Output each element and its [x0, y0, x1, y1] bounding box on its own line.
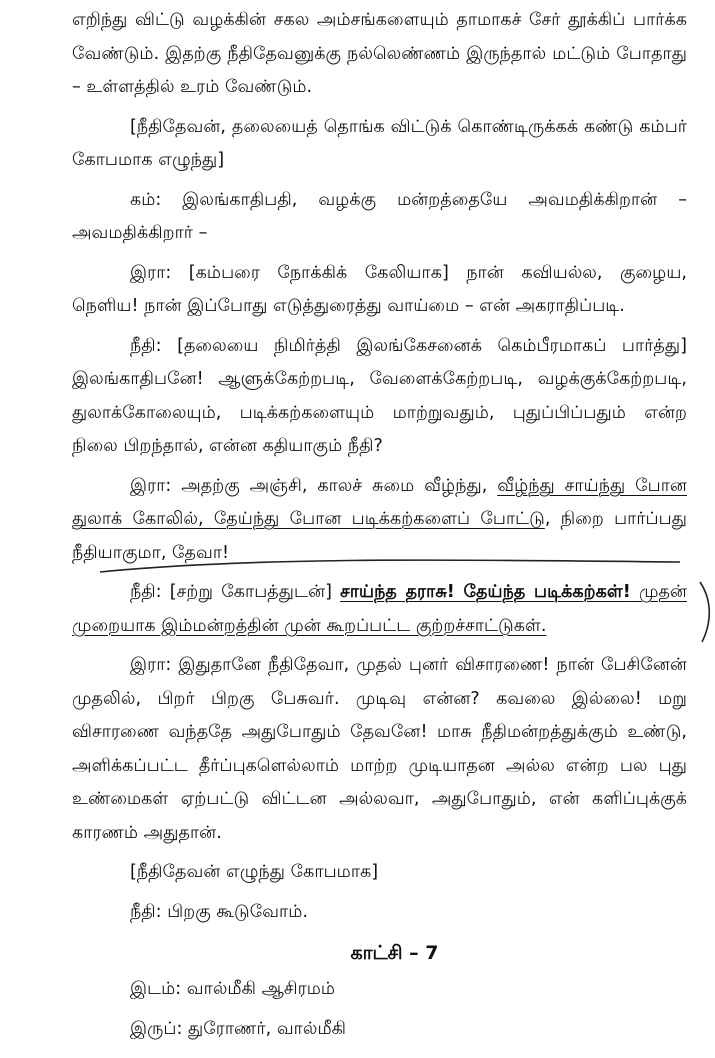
- paragraph-1: எறிந்து விட்டு வழக்கின் சகல அம்சங்களையும் தாமாகச் சேர் தூக்கிப் பார்க்க வேண்டும். இதற்கு நீதிதேவனுக்கு நல்லெண்ணம் இருந்தால் மட்டும் போதாது – உள்ளத்தில் உரம் வேண்டும்.: [72, 10, 687, 97]
- underlined-phrase-accusations: முதன் முறையாக இம்மன்றத்தின் முன் கூறப்பட்ட குற்றச்சாட்டுகள்.: [72, 582, 687, 636]
- stage-direction-neethi: [நீதிதேவன் எழுந்து கோபமாக]: [130, 862, 379, 882]
- underlined-phrase-tilted-scale: சாய்ந்த தராசு! தேய்ந்த படிக்கற்கள்!: [340, 582, 631, 602]
- dialogue-neethi-1: நீதி: [தலையை நிமிர்த்தி இலங்கேசனைக் கெம்பீரமாகப் பார்த்து] இலங்காதிபனே! ஆளுக்கேற்றபடி, வேளைக்கேற்றபடி, வழக்குக்கேற்றபடி, துலாக்கோலையும், படிக்கற்களையும் மாற்றுவதும், புதுப்பிப்பதும் என்ற நிலை பிறந்தால், என்ன கதியாகும் நீதி?: [72, 335, 687, 456]
- dialogue-neethi-2-start: நீதி: [சற்று கோபத்துடன்]: [130, 582, 341, 602]
- dialogue-neethi-2: [72, 576, 687, 643]
- dialogue-kambar: கம்: இலங்காதிபதி, வழக்கு மன்றத்தையே அவமதிக்கிறான் – அவமதிக்கிறார் –: [72, 189, 687, 243]
- dialogue-neethi-3: நீதி: பிறகு கூடுவோம்.: [130, 901, 308, 922]
- dialogue-ravana-1: இரா: [கம்பரை நோக்கிக் கேலியாக] நான் கவியல்ல, குழைய, நெளிய! நான் இப்போது எடுத்துரைத்து வாய்மை – என் அகராதிப்படி.: [72, 262, 687, 316]
- dialogue-ravana-2: [72, 470, 687, 571]
- scene-location: இடம்: வால்மீகி ஆசிரமம்: [130, 979, 336, 999]
- scene-title: காட்சி – 7: [350, 942, 439, 964]
- scene-characters: இருப்: துரோணர், வால்மீகி: [130, 1018, 347, 1039]
- pen-margin-bracket: [700, 582, 709, 642]
- dialogue-ravana-2-end: , நிறை பார்ப்பது நீதியாகுமா, தேவா!: [72, 509, 688, 563]
- underlined-phrase-scales: வீழ்ந்து சாய்ந்து போன துலாக் கோலில், தேய்ந்து போன படிக்கற்களைப் போட்டு: [72, 475, 687, 529]
- dialogue-ravana-2-start: இரா: அதற்கு அஞ்சி, காலச் சுமை வீழ்ந்து,: [130, 475, 498, 496]
- dialogue-ravana-3: இரா: இதுதானே நீதிதேவா, முதல் புனர் விசாரணை! நான் பேசினேன் முதலில், பிறர் பிறகு பேசுவர். முடிவு என்ன? கவலை இல்லை! மறு விசாரணை வந்ததே அதுபோதும் தேவனே! மாசு நீதிமன்றத்துக்கும் உண்டு, அளிக்கப்பட்ட தீர்ப்புகளெல்லாம் மாற்ற முடியாதன அல்ல என்ற பல புது உண்மைகள் ஏற்பட்டு விட்டன அல்லவா, அதுபோதும், என் களிப்புக்குக் காரணம் அதுதான்.: [72, 655, 687, 843]
- stage-direction-kambar: [நீதிதேவன், தலையைத் தொங்க விட்டுக் கொண்டிருக்கக் கண்டு கம்பர் கோபமாக எழுந்து]: [72, 116, 687, 170]
